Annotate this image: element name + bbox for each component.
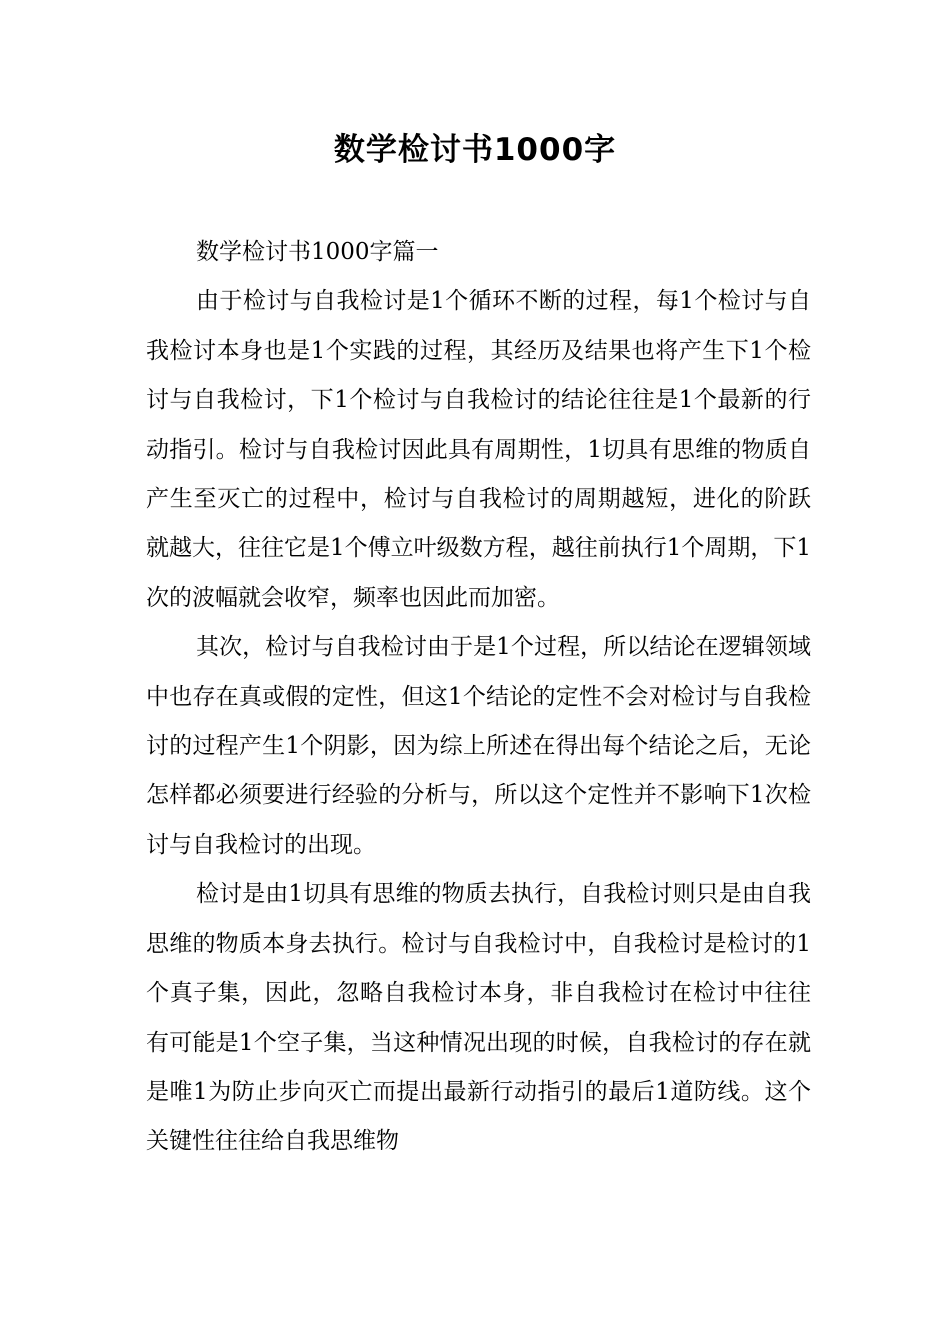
document-title: 数学检讨书1000字 (333, 132, 617, 168)
document-body (146, 228, 811, 1167)
paragraph-3: 检讨是由1切具有思维的物质去执行，自我检讨则只是由自我思维的物质本身去执行。检讨与自我检讨中，自我检讨是检讨的1个真子集，因此，忽略自我检讨本身，非自我检讨在检讨中往往有可能是1个空子集，当这种情况出现的时候，自我检讨的存在就是唯1为防止步向灭亡而提出最新行动指引的最后1道防线。这个关键性往往给自我思维物 (146, 881, 811, 1155)
paragraph-1: 由于检讨与自我检讨是1个循环不断的过程，每1个检讨与自我检讨本身也是1个实践的过程，其经历及结果也将产生下1个检讨与自我检讨，下1个检讨与自我检讨的结论往往是1个最新的行动指引。检讨与自我检讨因此具有周期性，1切具有思维的物质自产生至灭亡的过程中，检讨与自我检讨的周期越短，进化的阶跃就越大，往往它是1个傅立叶级数方程，越往前执行1个周期，下1次的波幅就会收窄，频率也因此而加密。 (146, 288, 811, 611)
section-heading: 数学检讨书1000字篇一 (196, 239, 439, 265)
paragraph-2: 其次，检讨与自我检讨由于是1个过程，所以结论在逻辑领域中也存在真或假的定性，但这1个结论的定性不会对检讨与自我检讨的过程产生1个阴影，因为综上所述在得出每个结论之后，无论怎样都必须要进行经验的分析与，所以这个定性并不影响下1次检讨与自我检讨的出现。 (146, 634, 811, 858)
